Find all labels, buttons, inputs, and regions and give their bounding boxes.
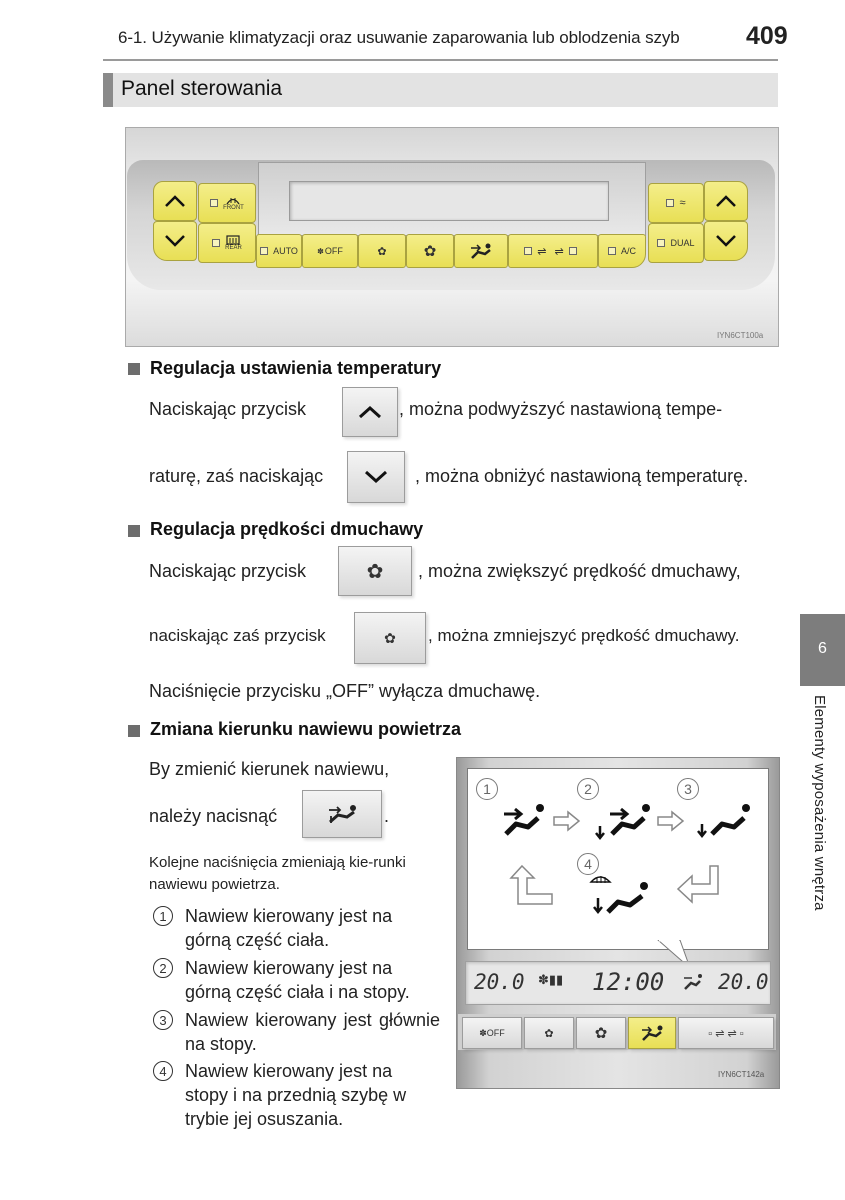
recirculate-icon: ⇌ xyxy=(537,245,547,258)
arrow-return-up-icon xyxy=(508,862,556,910)
air-intake-button-image xyxy=(678,1017,774,1049)
auto-label: AUTO xyxy=(273,246,298,256)
text-line: , można podwyższyć nastawioną tempe- xyxy=(399,399,723,419)
arrow-right-icon xyxy=(656,810,686,832)
airflow-mode-icon xyxy=(325,803,359,825)
airflow-mode-button xyxy=(454,234,508,268)
fan-down-button-image xyxy=(524,1017,574,1049)
off-label: OFF xyxy=(486,1028,505,1038)
arrow-right-icon xyxy=(552,810,582,832)
dual-button xyxy=(648,223,704,263)
header-divider xyxy=(103,59,778,61)
text-line: By zmienić kierunek nawiewu, xyxy=(149,759,390,779)
chevron-up-icon xyxy=(715,194,737,208)
lcd-clock: 12:00 xyxy=(592,968,665,996)
temp-down-button-left xyxy=(153,221,197,261)
fan-up-button-image xyxy=(338,546,412,596)
chevron-up-icon xyxy=(164,194,186,208)
lcd-right-temp: 20.0 xyxy=(718,970,769,994)
lcd-left-temp: 20.0 xyxy=(474,970,525,994)
running-header: 6-1. Używanie klimatyzacji oraz usuwanie zaparowania lub oblodzenia szyb xyxy=(118,28,680,47)
airflow-face-feet-icon xyxy=(594,800,654,842)
arrow-return-left-icon xyxy=(674,862,722,910)
item-number: 2 xyxy=(153,958,173,978)
indicator-led xyxy=(657,239,665,247)
indicator-led xyxy=(260,247,268,255)
list-item: Nawiew kierowany jest na stopy i na przednią szybę w trybie jej osuszania. xyxy=(185,1061,407,1129)
image-code: IYN6CT142a xyxy=(718,1070,765,1079)
airflow-mode-popup xyxy=(467,768,769,950)
auto-button xyxy=(256,234,302,268)
bullet-square xyxy=(128,363,140,375)
ac-label: A/C xyxy=(620,246,636,256)
front-label: FRONT xyxy=(223,205,244,211)
temp-up-button-right xyxy=(704,181,748,221)
fan-speed-down-button xyxy=(358,234,406,268)
indicator-led xyxy=(212,239,220,247)
fresh-air-icon: ⇌ xyxy=(554,245,564,258)
text-line: naciskając zaś przycisk xyxy=(149,626,326,645)
temp-down-button-right xyxy=(704,221,748,261)
chapter-title-vertical xyxy=(801,695,841,955)
temp-up-button-image xyxy=(342,387,398,437)
airflow-mode-button-image xyxy=(302,790,382,838)
small-fan-icon: ✿ xyxy=(377,245,387,258)
indicator-led xyxy=(666,199,674,207)
chapter-number: 6 xyxy=(818,640,827,657)
indicator-led xyxy=(210,199,218,207)
chevron-down-icon xyxy=(715,234,737,248)
panel-display-screen xyxy=(289,181,609,221)
ac-button xyxy=(598,234,646,268)
section-heading: Zmiana kierunku nawiewu powietrza xyxy=(150,719,462,739)
small-fan-icon: ✿ xyxy=(384,629,396,646)
large-fan-icon: ✿ xyxy=(423,243,437,260)
passenger-airflow-button xyxy=(648,183,704,223)
fan-level-icon: ✽▮▮ xyxy=(538,972,564,987)
text-line: Naciskając przycisk xyxy=(149,561,307,581)
text-line: Naciśnięcie przycisku „OFF” wyłącza dmuchawę. xyxy=(149,681,541,701)
item-number: 4 xyxy=(153,1061,173,1081)
large-fan-icon: ✿ xyxy=(594,1025,608,1042)
temp-up-button-left xyxy=(153,181,197,221)
rear-defog-icon xyxy=(226,235,240,245)
section-heading: Regulacja ustawienia temperatury xyxy=(150,358,442,378)
text-line: raturę, zaś naciskając xyxy=(149,466,324,486)
text-line: należy nacisnąć xyxy=(149,806,278,826)
text-line: , można zmniejszyć prędkość dmuchawy. xyxy=(428,626,740,645)
airflow-icon: ≈ xyxy=(679,197,686,209)
page-number: 409 xyxy=(746,22,788,50)
section-banner-title: Panel sterowania xyxy=(121,77,283,100)
lcd-airflow-icon xyxy=(682,972,704,992)
fan-icon: ✽ xyxy=(479,1027,487,1038)
bullet-square xyxy=(128,525,140,537)
note-text: Kolejne naciśnięcia zmieniają kie-runki nawiewu powietrza. xyxy=(149,854,406,893)
air-intake-buttons xyxy=(508,234,598,268)
image-code: IYN6CT100a xyxy=(717,331,764,340)
fan-down-button-image xyxy=(354,612,426,664)
step-marker: 1 xyxy=(476,778,498,800)
airflow-face-icon xyxy=(500,800,548,840)
bullet-square xyxy=(128,725,140,737)
section-heading: Regulacja prędkości dmuchawy xyxy=(150,519,424,539)
item-number: 1 xyxy=(153,906,173,926)
airflow-feet-icon xyxy=(694,800,754,842)
indicator-led xyxy=(524,247,532,255)
step-marker: 4 xyxy=(577,853,599,875)
airflow-mode-icon xyxy=(468,242,494,260)
small-fan-icon: ✿ xyxy=(544,1027,554,1040)
temp-down-button-image xyxy=(347,451,405,503)
large-fan-icon: ✿ xyxy=(366,560,384,583)
list-item: Nawiew kierowany jest głównie na stopy. xyxy=(185,1010,440,1054)
fan-speed-up-button xyxy=(406,234,454,268)
indicator-led xyxy=(608,247,616,255)
section-banner-accent xyxy=(103,73,113,107)
list-item: Nawiew kierowany jest na górną część ciała. xyxy=(185,906,393,950)
rear-label: REAR xyxy=(225,245,242,251)
front-defrost-icon xyxy=(226,195,240,205)
fan-off-button-image xyxy=(462,1017,522,1049)
text-line: , można obniżyć nastawioną temperaturę. xyxy=(415,466,749,486)
airflow-feet-windshield-icon xyxy=(588,872,654,920)
dual-label: DUAL xyxy=(670,238,695,248)
airflow-mode-button-image-highlighted xyxy=(628,1017,676,1049)
chevron-up-icon xyxy=(357,404,383,420)
chevron-down-icon xyxy=(363,469,389,485)
rear-defogger-button xyxy=(198,223,256,263)
text-line: Naciskając przycisk xyxy=(149,399,307,419)
text-line: , można zwiększyć prędkość dmuchawy, xyxy=(418,561,741,581)
step-marker: 3 xyxy=(677,778,699,800)
fan-off-button xyxy=(302,234,358,268)
chapter-title: Elementy wyposażenia wnętrza xyxy=(811,695,828,911)
airflow-mode-icon xyxy=(639,1024,665,1042)
item-number: 3 xyxy=(153,1010,173,1030)
list-item: Nawiew kierowany jest na górną część ciała i na stopy. xyxy=(185,958,410,1002)
text-line: . xyxy=(384,806,390,826)
indicator-led xyxy=(569,247,577,255)
fan-icon: ✽ xyxy=(317,246,324,256)
step-marker: 2 xyxy=(577,778,599,800)
front-defroster-button xyxy=(198,183,256,223)
fan-up-button-image xyxy=(576,1017,626,1049)
chevron-down-icon xyxy=(164,234,186,248)
off-label: OFF xyxy=(324,246,343,256)
recirculate-icon: ▫ ⇌ ⇌ ▫ xyxy=(708,1027,744,1040)
